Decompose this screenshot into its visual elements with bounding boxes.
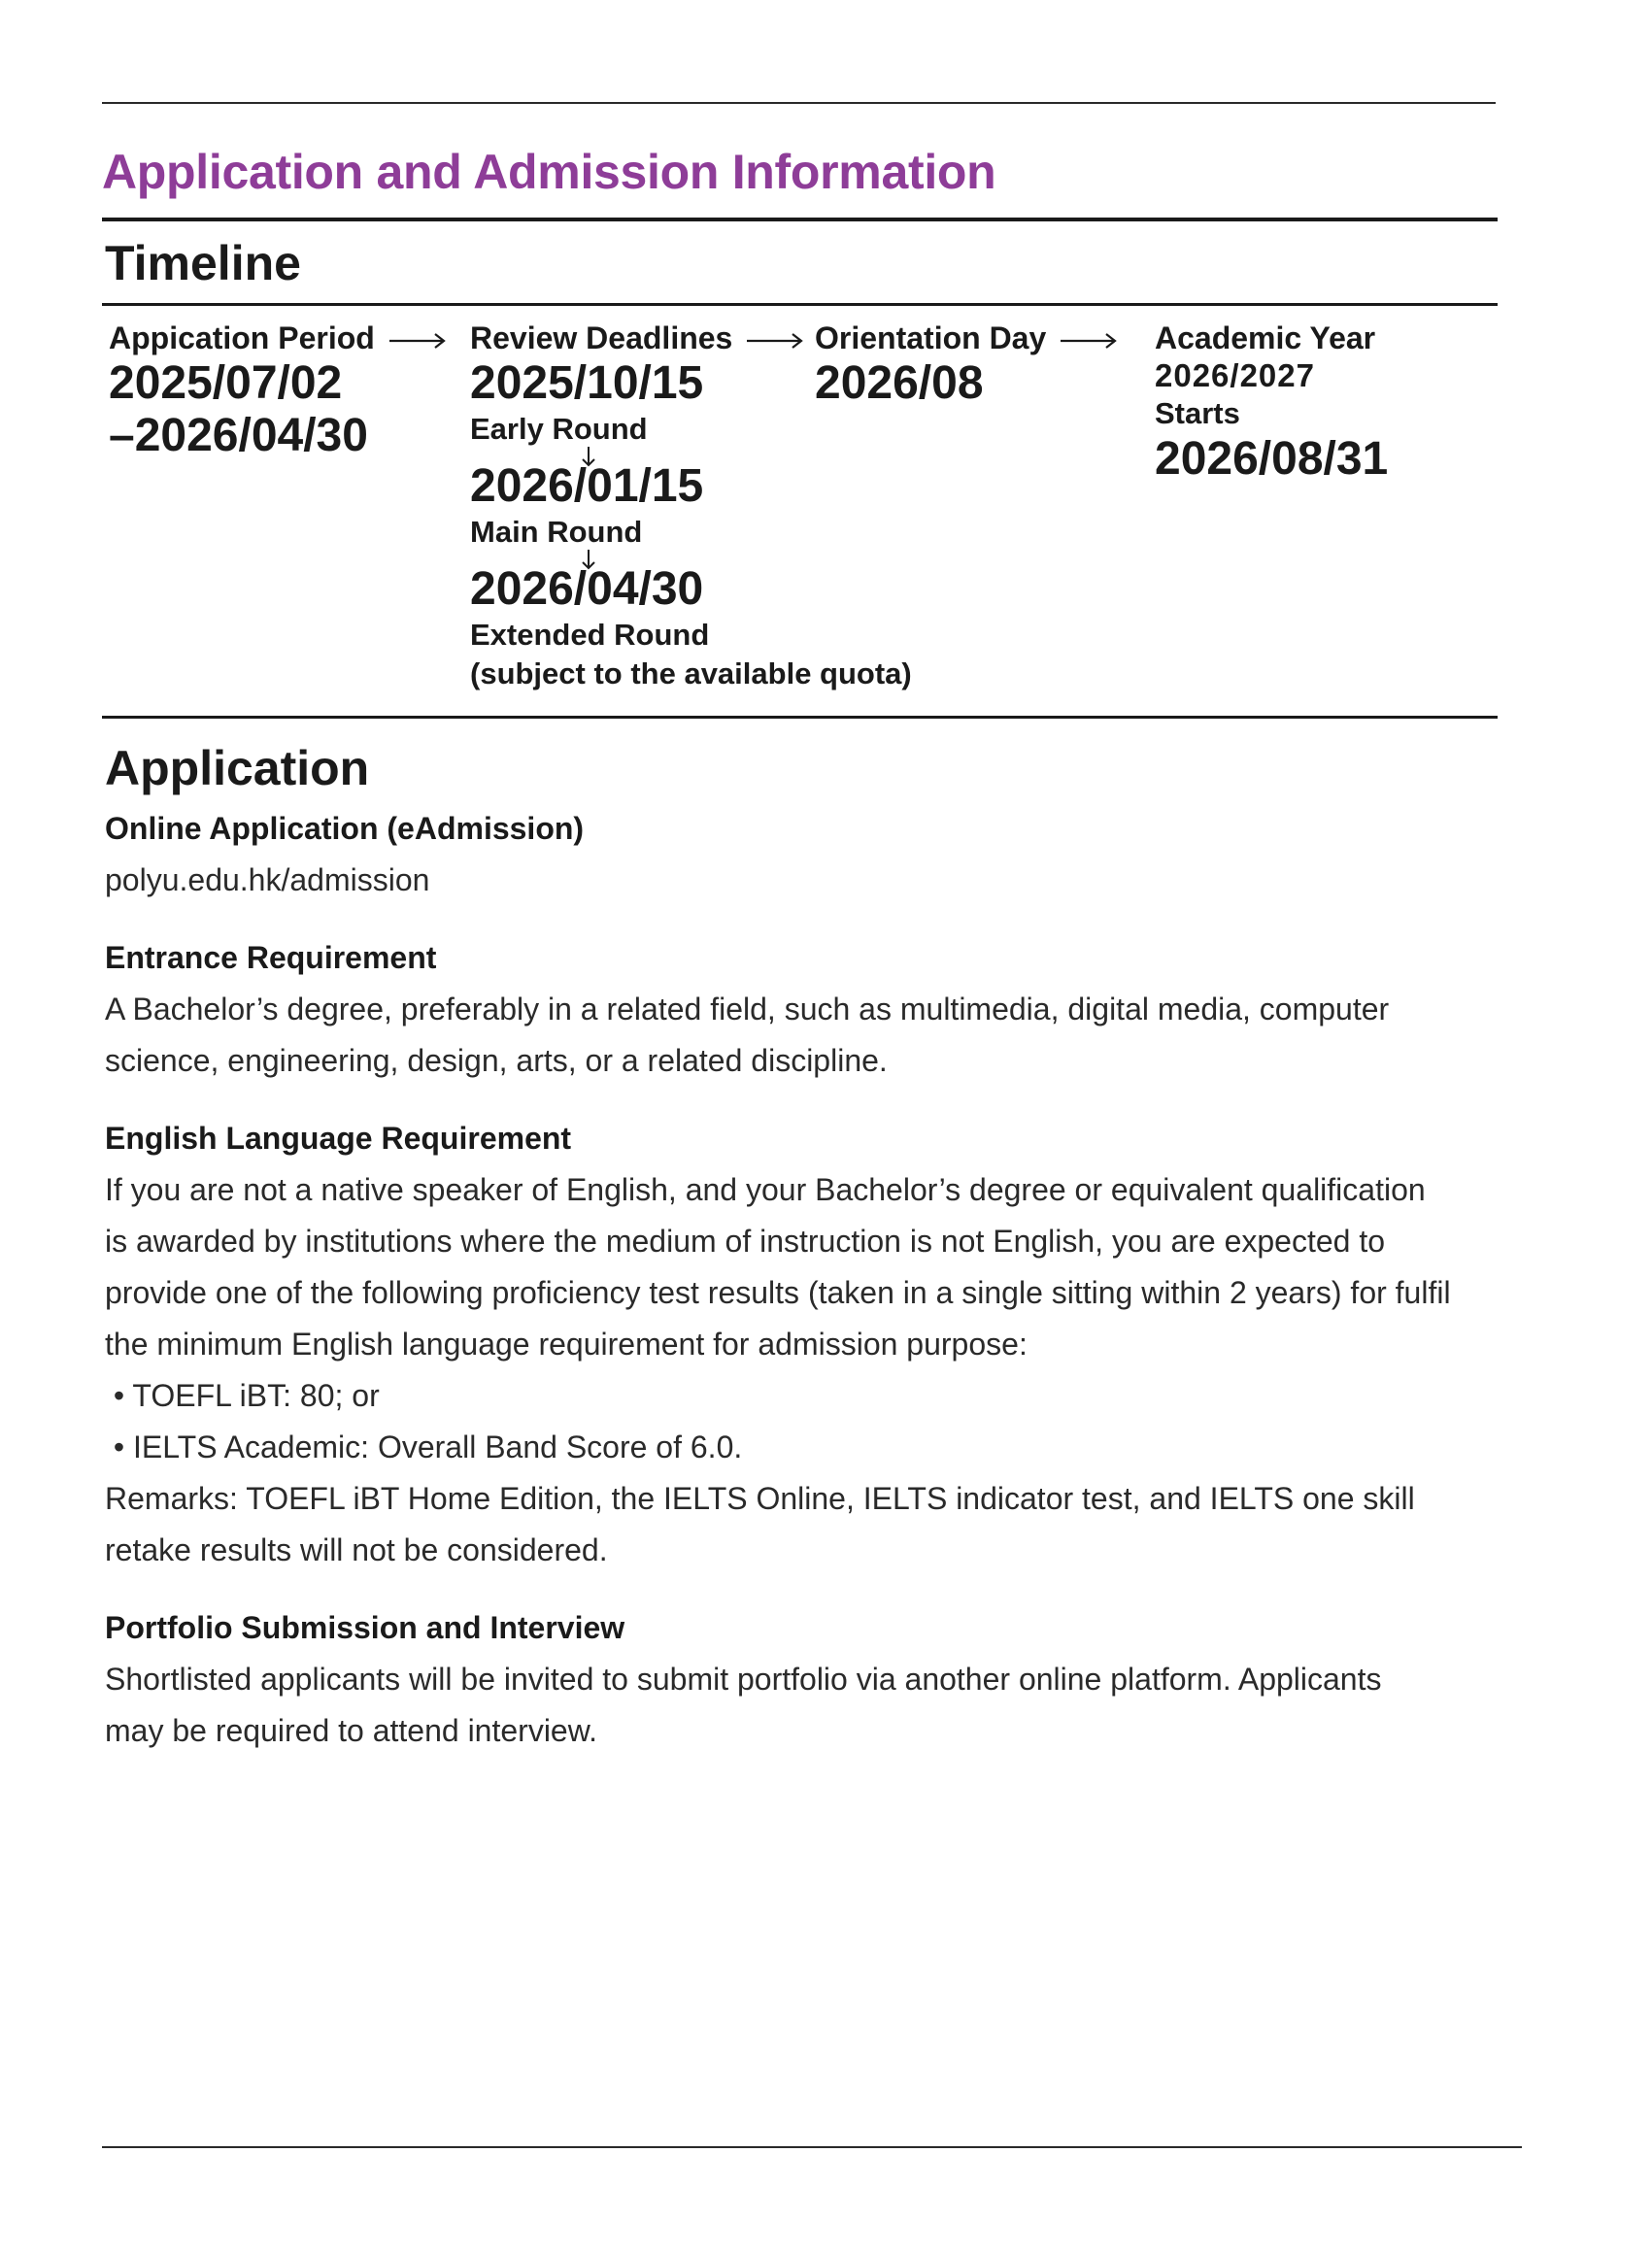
right-arrow-icon xyxy=(747,333,803,349)
english-line: provide one of the following proficiency test results (taken in a single sitting within 2 years) for fulfil xyxy=(105,1275,1451,1310)
timeline-bottom-rule xyxy=(102,716,1498,719)
entrance-line: A Bachelor’s degree, preferably in a related field, such as multimedia, digital media, computer xyxy=(105,992,1390,1026)
review-deadlines-label: Review Deadlines xyxy=(470,320,733,355)
english-line: the minimum English language requirement for admission purpose: xyxy=(105,1327,1028,1362)
timeline-academic-year xyxy=(1155,319,1388,486)
timeline-heading: Timeline xyxy=(105,236,301,290)
application-period-label: Appication Period xyxy=(109,320,375,355)
academic-year-label: Academic Year xyxy=(1155,320,1376,355)
extended-round-date: 2026/04/30 xyxy=(470,563,704,615)
academic-year-value: 2026/2027 xyxy=(1155,357,1315,393)
right-arrow-icon xyxy=(1061,333,1117,349)
english-remarks-line: Remarks: TOEFL iBT Home Edition, the IELTS Online, IELTS indicator test, and IELTS one skill xyxy=(105,1481,1415,1516)
early-round-name: Early Round xyxy=(470,412,648,446)
portfolio-line: may be required to attend interview. xyxy=(105,1713,597,1748)
admission-link[interactable]: polyu.edu.hk/admission xyxy=(105,862,430,897)
application-period-end: –2026/04/30 xyxy=(109,410,368,461)
english-requirement-heading: English Language Requirement xyxy=(105,1121,572,1156)
application-content xyxy=(105,802,1533,1757)
timeline-orientation-day xyxy=(815,319,1117,410)
english-remarks-line: retake results will not be considered. xyxy=(105,1532,608,1567)
english-line: is awarded by institutions where the medium of instruction is not English, you are expected to xyxy=(105,1224,1386,1259)
english-bullet-toefl: • TOEFL iBT: 80; or xyxy=(105,1378,380,1413)
portfolio-line: Shortlisted applicants will be invited to submit portfolio via another online platform. Applicants xyxy=(105,1662,1382,1697)
academic-year-starts-label: Starts xyxy=(1155,396,1240,430)
title-rule xyxy=(102,218,1498,221)
top-rule xyxy=(102,102,1496,104)
application-period-start: 2025/07/02 xyxy=(109,357,343,409)
entrance-requirement-heading: Entrance Requirement xyxy=(105,940,437,975)
portfolio-heading: Portfolio Submission and Interview xyxy=(105,1610,625,1645)
page-title: Application and Admission Information xyxy=(102,145,996,199)
early-round-date: 2025/10/15 xyxy=(470,357,704,409)
english-line: If you are not a native speaker of English, and your Bachelor’s degree or equivalent qualification xyxy=(105,1172,1426,1207)
entrance-line: science, engineering, design, arts, or a related discipline. xyxy=(105,1043,888,1078)
right-arrow-icon xyxy=(389,333,446,349)
quota-note: (subject to the available quota) xyxy=(470,656,912,690)
timeline-application-period xyxy=(109,319,446,462)
extended-round-name: Extended Round xyxy=(470,618,710,652)
online-application-heading: Online Application (eAdmission) xyxy=(105,811,585,846)
main-round-date: 2026/01/15 xyxy=(470,460,704,512)
orientation-day-date: 2026/08 xyxy=(815,357,984,409)
english-bullet-ielts: • IELTS Academic: Overall Band Score of 6.0. xyxy=(105,1430,743,1464)
main-round-name: Main Round xyxy=(470,515,643,549)
bottom-rule xyxy=(102,2146,1522,2148)
academic-year-start-date: 2026/08/31 xyxy=(1155,433,1389,485)
timeline-top-rule xyxy=(102,303,1498,306)
application-heading: Application xyxy=(105,741,370,795)
orientation-day-label: Orientation Day xyxy=(815,320,1047,355)
